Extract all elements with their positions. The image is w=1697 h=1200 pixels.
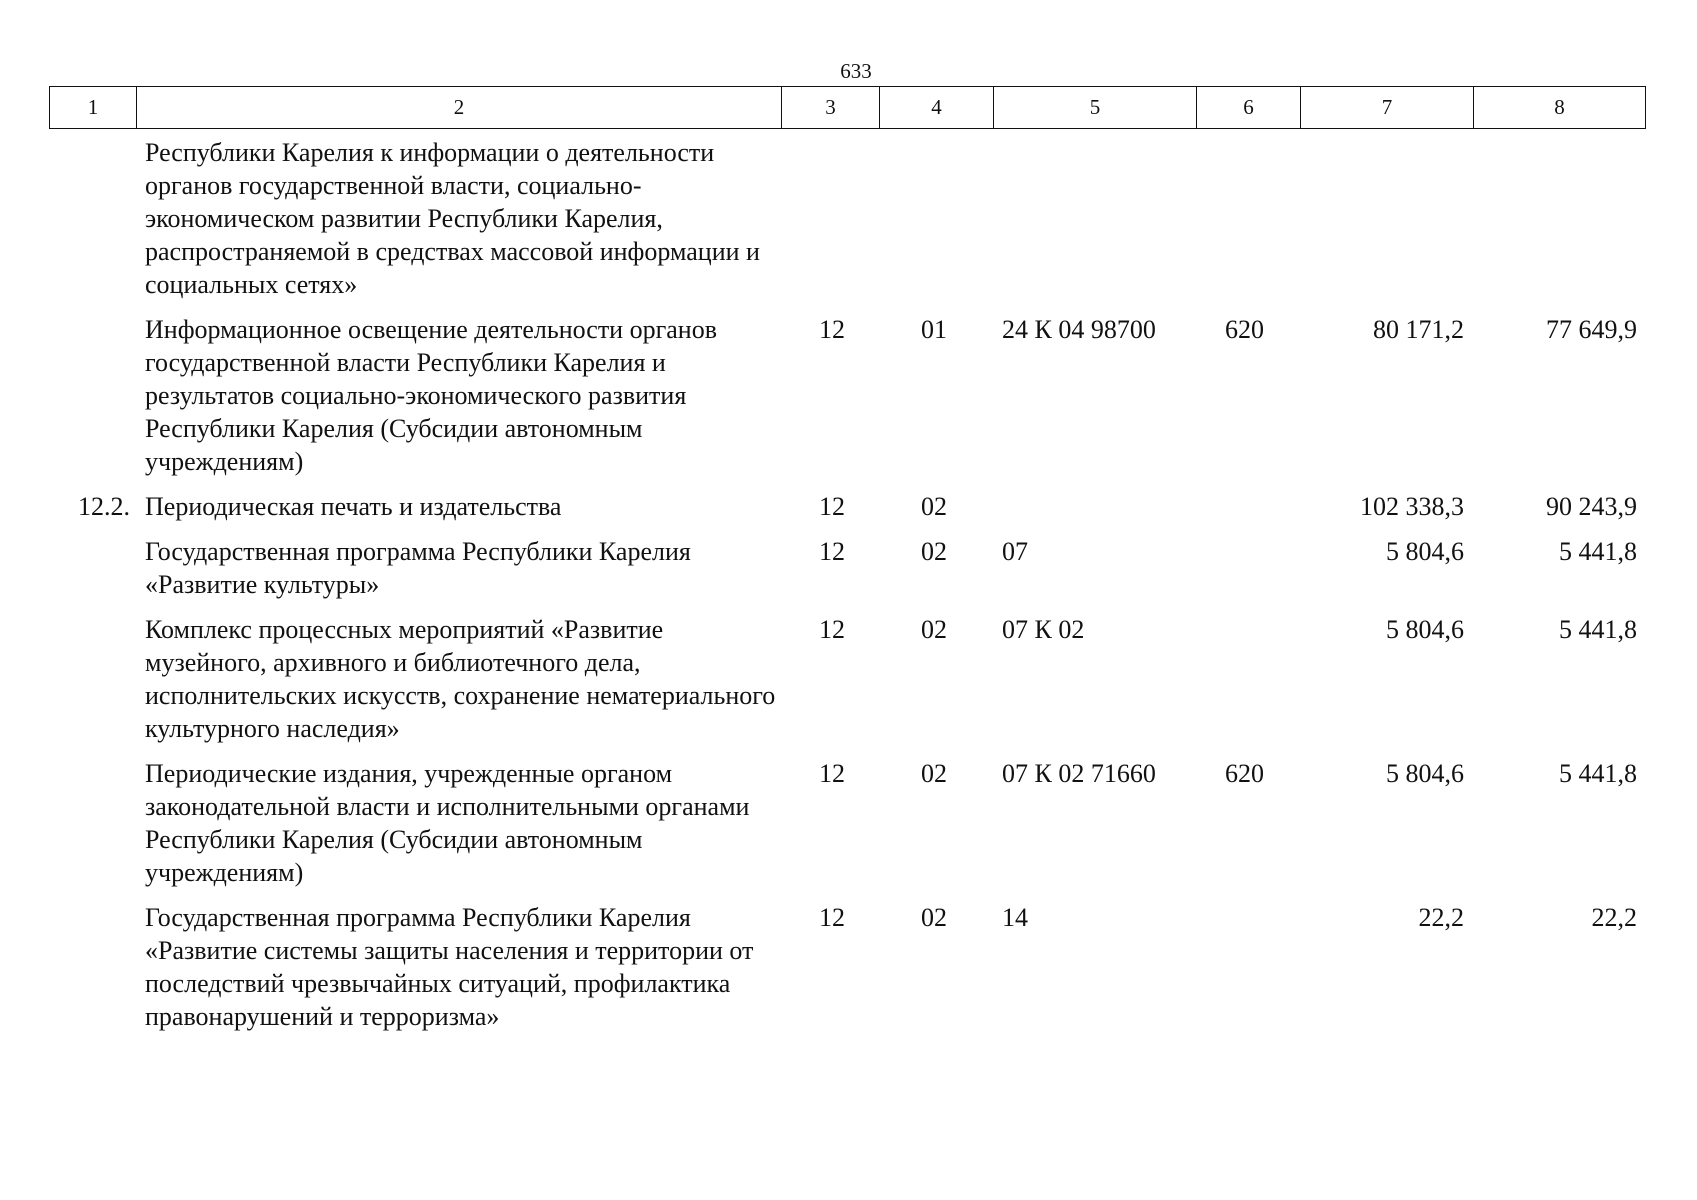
row-sum-col7: 5 804,6	[1386, 615, 1464, 644]
row-name: Государственная программа Республики Карелия «Развитие системы защиты населения и территории от последствий чрезвычайных ситуаций, профилактика правонарушений и терроризма»	[145, 903, 754, 1031]
row-sum-col8: 77 649,9	[1546, 315, 1637, 344]
row-expense-type: 620	[1225, 315, 1264, 344]
row-target-item: 07 К 02 71660	[1002, 759, 1156, 788]
row-number	[49, 613, 136, 745]
row-expense-type	[1196, 901, 1300, 1033]
row-target-item	[993, 136, 1196, 301]
row-sum-col7: 102 338,3	[1360, 492, 1464, 521]
row-sum-col8	[1473, 136, 1645, 301]
header-col-4: 4	[880, 87, 994, 129]
row-section: 12	[819, 315, 845, 344]
row-sum-col8: 22,2	[1591, 903, 1637, 932]
row-sum-col7: 80 171,2	[1373, 315, 1464, 344]
row-target-item: 24 К 04 98700	[1002, 315, 1156, 344]
row-subsection	[879, 136, 993, 301]
row-sum-col7: 5 804,6	[1386, 537, 1464, 566]
row-name: Республики Карелия к информации о деятельности органов государственной власти, социально-экономическом развитии Республики Карелия, распространяемой в средствах массовой информации и социальных сетях»	[145, 138, 760, 299]
row-sum-col7: 22,2	[1418, 903, 1464, 932]
row-expense-type	[1196, 613, 1300, 745]
table-row	[49, 901, 1645, 1033]
row-sum-col8: 5 441,8	[1559, 759, 1637, 788]
row-section	[781, 136, 879, 301]
row-sum-col8: 5 441,8	[1559, 615, 1637, 644]
row-section: 12	[819, 537, 845, 566]
row-expense-type	[1196, 535, 1300, 601]
row-subsection: 02	[921, 537, 947, 566]
row-number	[49, 136, 136, 301]
row-subsection: 02	[921, 492, 947, 521]
row-sum-col8: 90 243,9	[1546, 492, 1637, 521]
row-section: 12	[819, 759, 845, 788]
row-subsection: 01	[921, 315, 947, 344]
row-sum-col7: 5 804,6	[1386, 759, 1464, 788]
row-sum-col8: 5 441,8	[1559, 537, 1637, 566]
table-row	[49, 136, 1645, 301]
row-subsection: 02	[921, 615, 947, 644]
row-section: 12	[819, 615, 845, 644]
row-target-item: 14	[1002, 903, 1028, 932]
row-sum-col7	[1300, 136, 1473, 301]
row-name: Периодические издания, учрежденные органом законодательной власти и исполнительными органами Республики Карелия (Субсидии автономным учреждениям)	[145, 759, 750, 887]
row-target-item	[993, 490, 1196, 523]
column-number-header	[49, 86, 1646, 129]
row-number: 12.2.	[78, 492, 130, 521]
row-name: Государственная программа Республики Карелия «Развитие культуры»	[145, 537, 691, 599]
row-number	[49, 535, 136, 601]
table-row	[49, 490, 1645, 523]
table-row	[49, 313, 1645, 478]
row-target-item: 07	[1002, 537, 1028, 566]
row-name: Информационное освещение деятельности органов государственной власти Республики Карелия и результатов социально-экономического развития Республики Карелия (Субсидии автономным учреждениям)	[145, 315, 717, 476]
row-expense-type: 620	[1225, 759, 1264, 788]
header-col-1: 1	[50, 87, 137, 129]
header-col-2: 2	[137, 87, 782, 129]
row-number	[49, 757, 136, 889]
page-number: 633	[840, 59, 872, 83]
header-col-8: 8	[1474, 87, 1646, 129]
row-name: Комплекс процессных мероприятий «Развитие музейного, архивного и библиотечного дела, исполнительских искусств, сохранение нематериального культурного наследия»	[145, 615, 776, 743]
row-target-item: 07 К 02	[1002, 615, 1085, 644]
table-body	[49, 136, 1645, 1045]
table-row	[49, 757, 1645, 889]
header-col-5: 5	[994, 87, 1197, 129]
row-number	[49, 313, 136, 478]
header-col-3: 3	[782, 87, 880, 129]
row-subsection: 02	[921, 903, 947, 932]
header-col-7: 7	[1301, 87, 1474, 129]
row-section: 12	[819, 903, 845, 932]
header-col-6: 6	[1197, 87, 1301, 129]
row-name: Периодическая печать и издательства	[145, 492, 562, 521]
row-expense-type	[1196, 136, 1300, 301]
row-number	[49, 901, 136, 1033]
row-subsection: 02	[921, 759, 947, 788]
table-row	[49, 535, 1645, 601]
row-section: 12	[819, 492, 845, 521]
table-row	[49, 613, 1645, 745]
row-expense-type	[1196, 490, 1300, 523]
